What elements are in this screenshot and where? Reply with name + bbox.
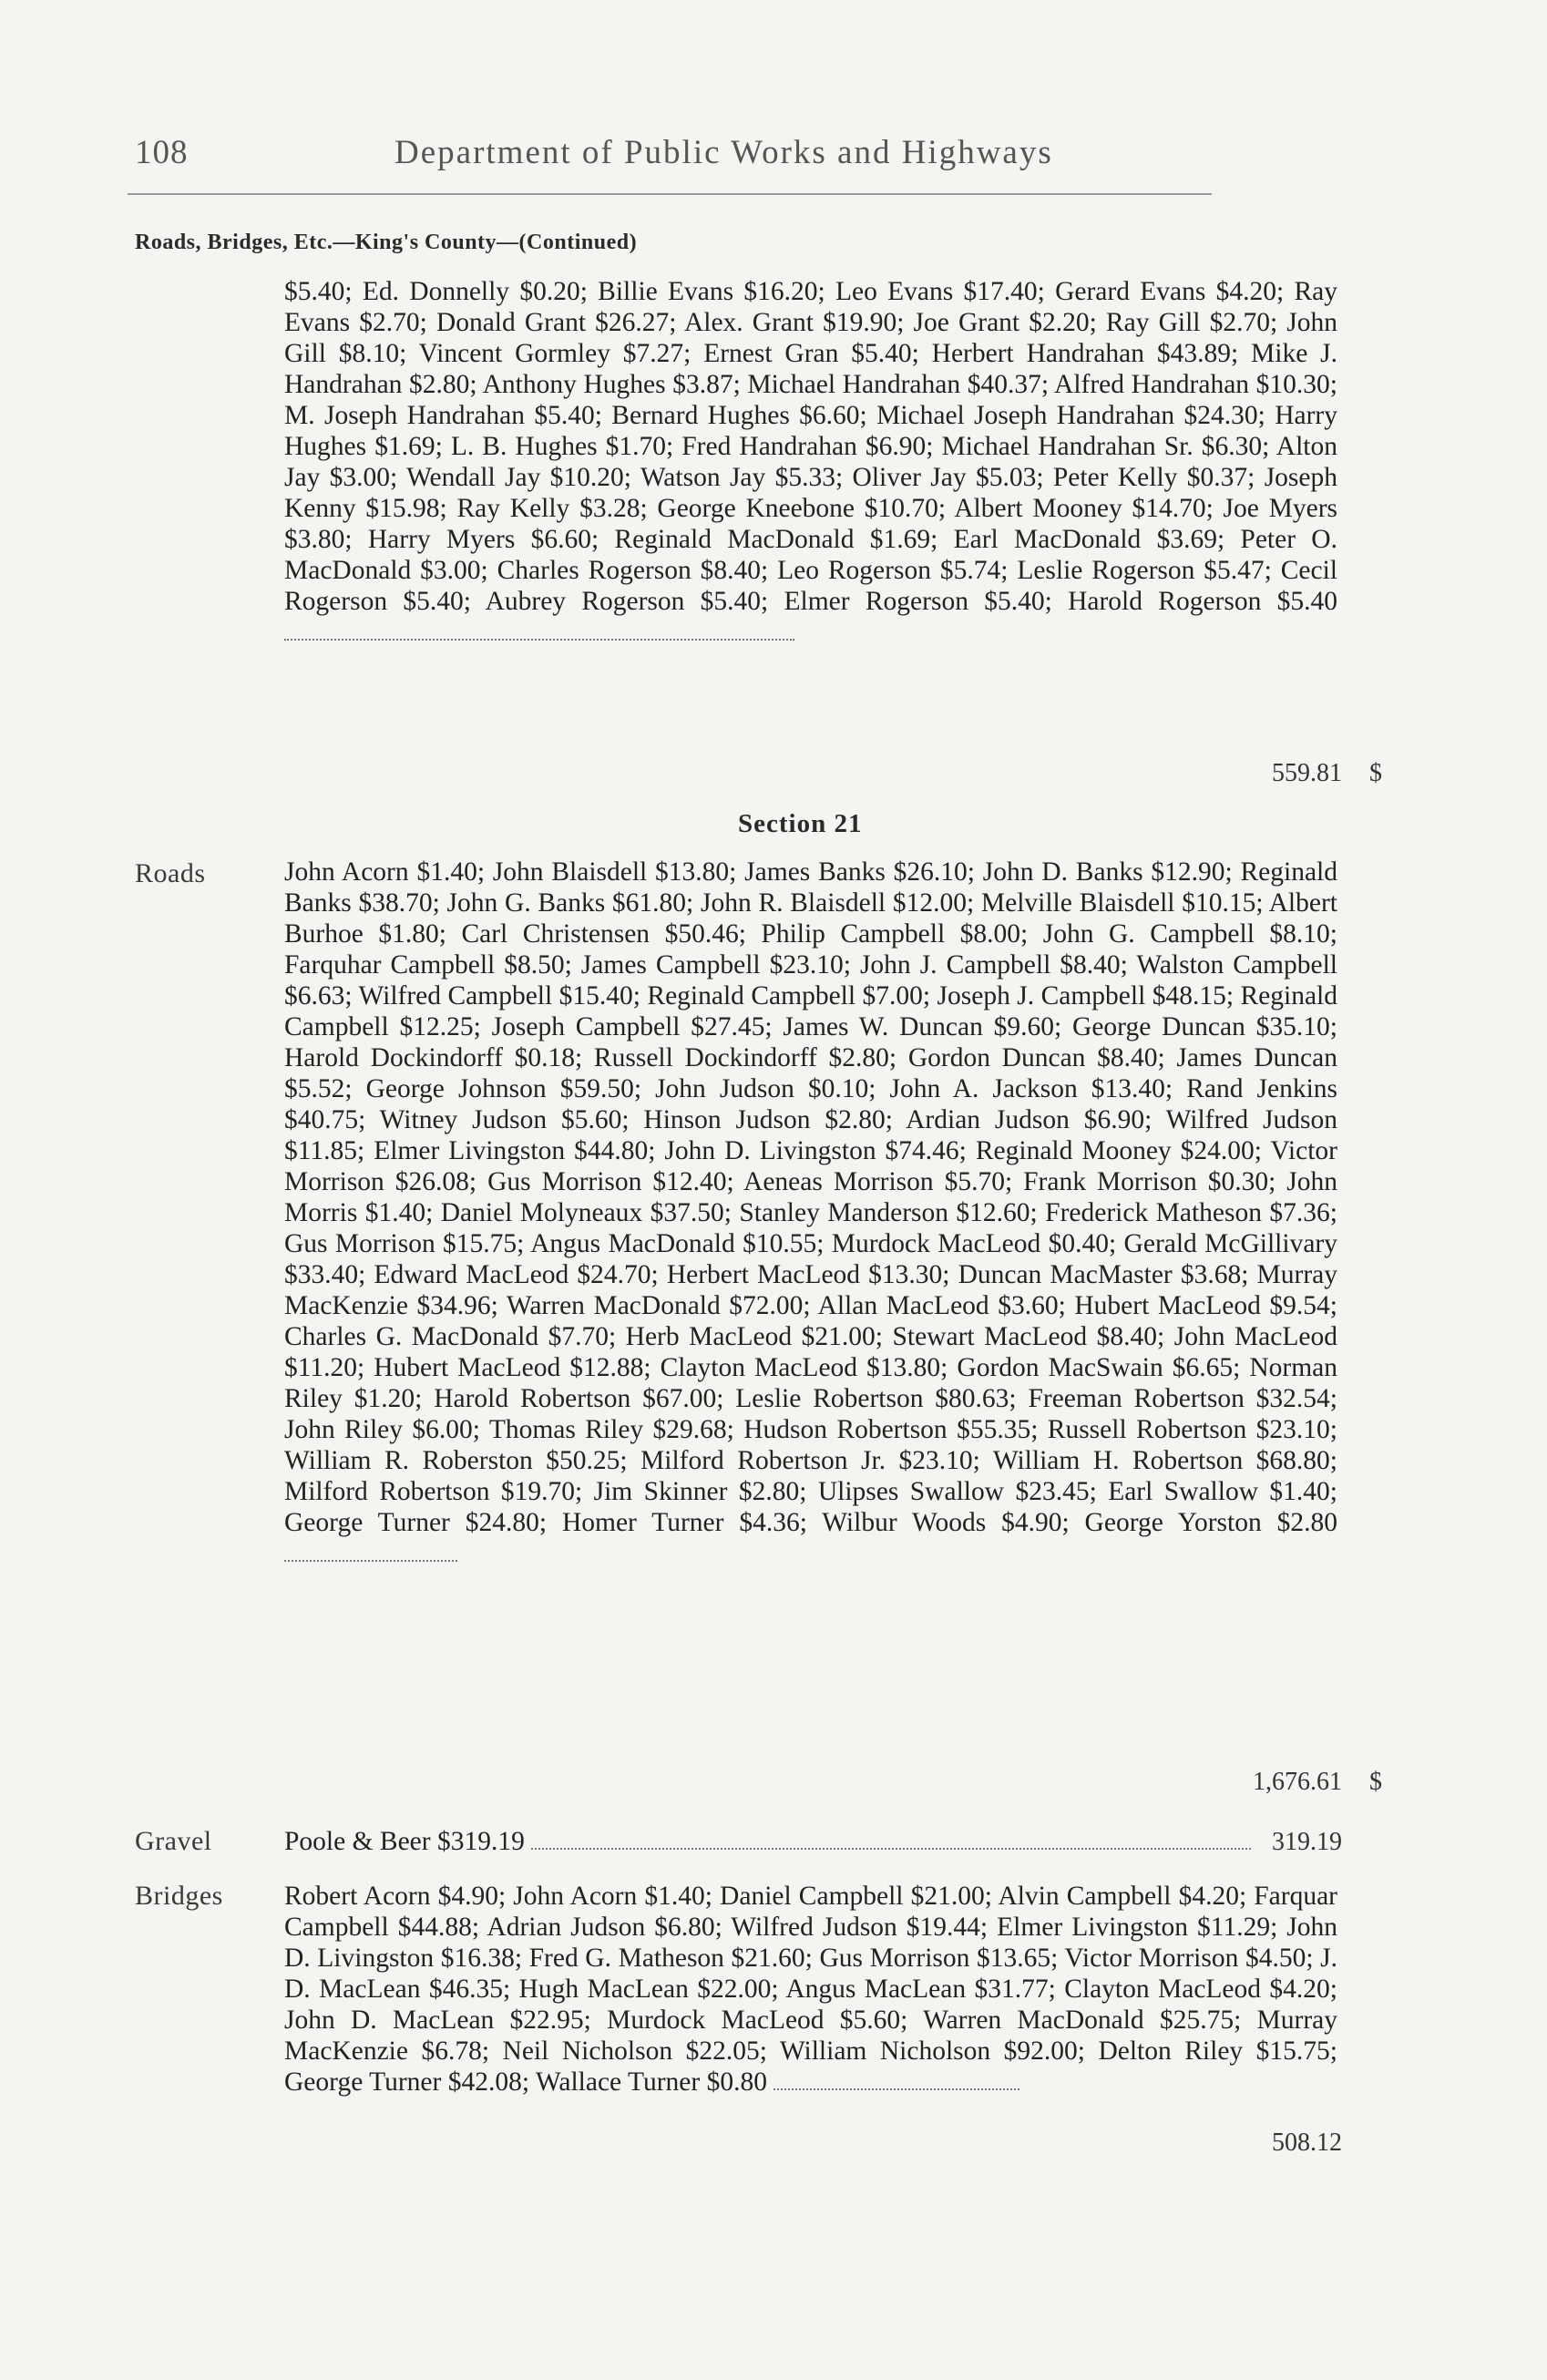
entry-amount: 1,676.61 [1253,1768,1342,1796]
page-number: 108 [135,134,189,171]
dot-leader [531,1848,1251,1850]
entry-text [284,1881,1337,2098]
entry-text-body: $5.40; Ed. Donnelly $0.20; Billie Evans $16.20; Leo Evans $17.40; Gerard Evans $4.20; Ray Evans $2.70; Donald Grant $26.27; Alex. Grant $19.90; Joe Grant $2.20; Ray Gill $2.70; John Gill $8.10; Vincent Gormley $7.27; Ernest Gran $5.40; Herbert Handrahan $43.89; Mike J. Handrahan $2.80; Anthony Hughes $3.87; Michael Handrahan $40.37; Alfred Handrahan $10.30; M. Joseph Handrahan $5.40; Bernard Hughes $6.60; Michael Joseph Handrahan $24.30; Harry Hughes $1.69; L. B. Hughes $1.70; Fred Handrahan $6.90; Michael Handrahan Sr. $6.30; Alton Jay $3.00; Wendall Jay $10.20; Watson Jay $5.33; Oliver Jay $5.03; Peter Kelly $0.37; Joseph Kenny $15.98; Ray Kelly $3.28; George Kneebone $10.70; Albert Mooney $14.70; Joe Myers $3.80; Harry Myers $6.60; Reginald MacDonald $1.69; Earl MacDonald $3.69; Peter O. MacDonald $3.00; Charles Rogerson $8.40; Leo Rogerson $5.74; Leslie Rogerson $5.47; Cecil Rogerson $5.40; Aubrey Rogerson $5.40; Elmer Rogerson $5.40; Harold Rogerson $5.40 [284,277,1337,616]
entry-text-body: John Acorn $1.40; John Blaisdell $13.80; James Banks $26.10; John D. Banks $12.90; Reginald Banks $38.70; John G. Banks $61.80; John R. Blaisdell $12.00; Melville Blaisdell $10.15; Albert Burhoe $1.80; Carl Christensen $50.46; Philip Campbell $8.00; John G. Campbell $8.10; Farquhar Campbell $8.50; James Campbell $23.10; John J. Campbell $8.40; Walston Campbell $6.63; Wilfred Campbell $15.40; Reginald Campbell $7.00; Joseph J. Campbell $48.15; Reginald Campbell $12.25; Joseph Campbell $27.45; James W. Duncan $9.60; George Duncan $35.10; Harold Dockindorff $0.18; Russell Dockindorff $2.80; Gordon Duncan $8.40; James Duncan $5.52; George Johnson $59.50; John Judson $0.10; John A. Jackson $13.40; Rand Jenkins $40.75; Witney Judson $5.60; Hinson Judson $2.80; Ardian Judson $6.90; Wilfred Judson $11.85; Elmer Livingston $44.80; John D. Livingston $74.46; Reginald Mooney $24.00; Victor Morrison $26.08; Gus Morrison $12.40; Aeneas Morrison $5.70; Frank Morrison $0.30; John Morris $1.40; Daniel Molyneaux $37.50; Stanley Manderson $12.60; Frederick Matheson $7.36; Gus Morrison $15.75; Angus MacDonald $10.55; Murdock MacLeod $0.40; Gerald McGillivary $33.40; Edward MacLeod $24.70; Herbert MacLeod $13.30; Duncan MacMaster $3.68; Murray MacKenzie $34.96; Warren MacDonald $72.00; Allan MacLeod $3.60; Hubert MacLeod $9.54; Charles G. MacDonald $7.70; Herb MacLeod $21.00; Stewart MacLeod $8.40; John MacLeod $11.20; Hubert MacLeod $12.88; Clayton MacLeod $13.80; Gordon MacSwain $6.65; Norman Riley $1.20; Harold Robertson $67.00; Leslie Robertson $80.63; Freeman Robertson $32.54; John Riley $6.00; Thomas Riley $29.68; Hudson Robertson $55.35; Russell Robertson $23.10; William R. Roberston $50.25; Milford Robertson Jr. $23.10; William H. Robertson $68.80; Milford Robertson $19.70; Jim Skinner $2.80; Ulipses Swallow $23.45; Earl Swallow $1.40; George Turner $24.80; Homer Turner $4.36; Wilbur Woods $4.90; George Yorston $2.80 [284,857,1337,1537]
currency-symbol: $ [1369,1768,1382,1796]
dot-leader [774,2088,1019,2090]
entry-amount: 559.81 [1272,759,1342,787]
entry-text-body: Robert Acorn $4.90; John Acorn $1.40; Daniel Campbell $21.00; Alvin Campbell $4.20; Farquar Campbell $44.88; Adrian Judson $6.80; Wilfred Judson $19.44; Elmer Livingston $11.29; John D. Livingston $16.38; Fred G. Matheson $21.60; Gus Morrison $13.65; Victor Morrison $4.50; J. D. MacLean $46.35; Hugh MacLean $22.00; Angus MacLean $31.77; Clayton MacLeod $4.20; John D. MacLean $22.95; Murdock MacLeod $5.60; Warren MacDonald $25.75; Murray MacKenzie $6.78; Neil Nicholson $22.05; William Nicholson $92.00; Delton Riley $15.75; George Turner $42.08; Wallace Turner $0.80 [284,1882,1337,2097]
section-heading: Section 21 [738,809,863,838]
entry-text-body: Poole & Beer $319.19 [284,1827,525,1856]
entry-text [284,1826,1337,1857]
dot-leader [284,639,794,641]
dot-leader [284,1560,457,1562]
entry-label: Bridges [135,1881,223,1911]
entry-amount: 508.12 [1272,2129,1342,2157]
entry-text [284,276,1337,648]
header-rule [128,193,1212,195]
entry-label: Gravel [135,1826,212,1856]
entry-label: Roads [135,858,206,888]
entry-text [284,857,1337,1569]
running-title: Department of Public Works and Highways [394,134,1053,171]
entry-amount: 319.19 [1272,1828,1342,1856]
currency-symbol: $ [1369,759,1382,787]
continued-heading: Roads, Bridges, Etc.—King's County—(Continued) [135,231,638,254]
